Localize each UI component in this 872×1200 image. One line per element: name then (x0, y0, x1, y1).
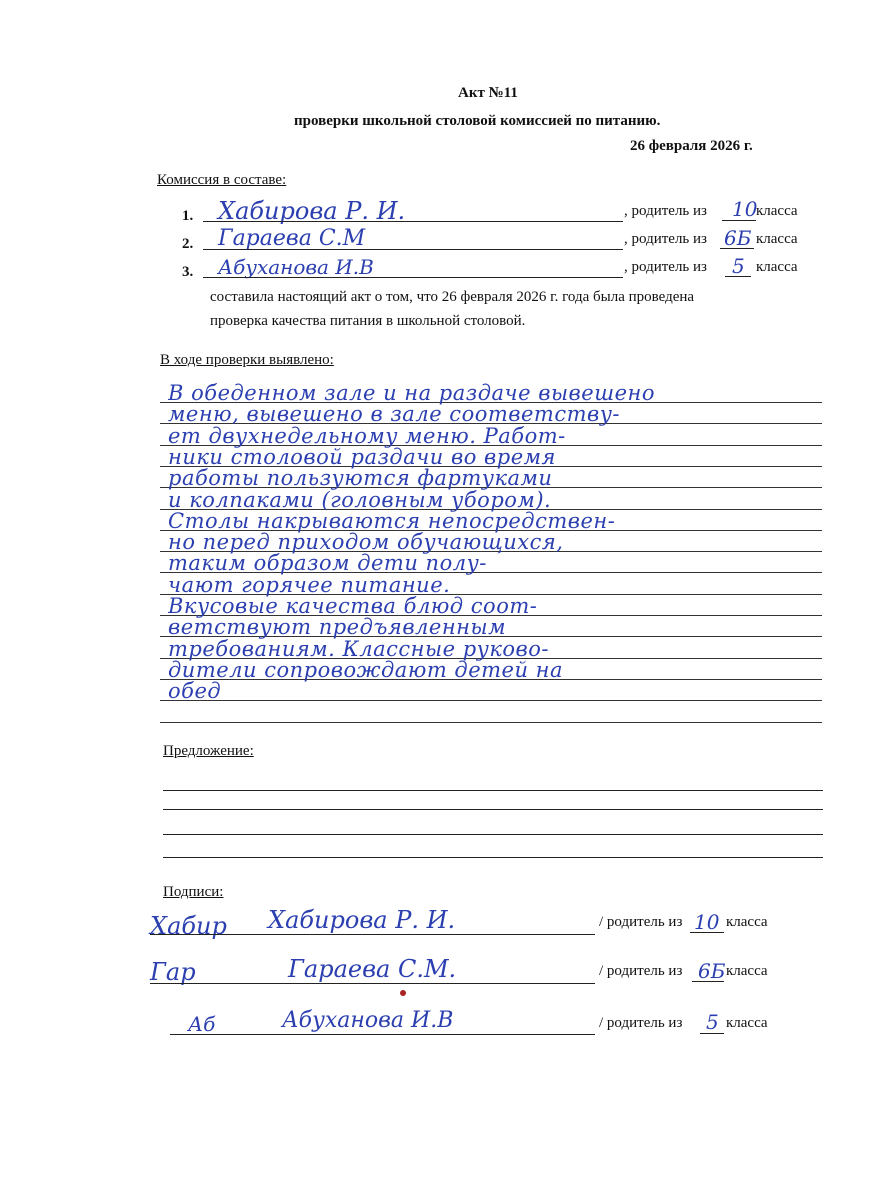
signature-line (150, 934, 595, 935)
signature-line (170, 1034, 595, 1035)
findings-handwritten-line: чают горячее питание. (168, 572, 451, 597)
member-grade: 5 (732, 254, 745, 278)
signature-suffix: / родитель из (599, 914, 683, 930)
document-date: 26 февраля 2026 г. (630, 138, 753, 154)
findings-handwritten-line: работы пользуются фартуками (168, 466, 553, 491)
member-name-line (203, 249, 623, 250)
signatures-heading: Подписи: (163, 884, 224, 900)
signature-grade-line (690, 932, 724, 933)
member-number: 2. (182, 236, 194, 252)
statement-line-2: проверка качества питания в школьной столовой. (210, 313, 526, 329)
signature-line (150, 983, 595, 984)
signature-name: Гараева С.М. (288, 955, 457, 983)
findings-handwritten-line: и колпаками (головным убором). (168, 487, 552, 512)
signature-suffix: / родитель из (599, 1015, 683, 1031)
member-class-word: класса (756, 231, 798, 247)
findings-handwritten-line: меню, вывешено в зале соответству- (168, 402, 621, 427)
signature-mark: Аб (188, 1012, 216, 1036)
member-suffix: , родитель из (624, 259, 707, 275)
member-number: 3. (182, 264, 194, 280)
findings-ruled-line (160, 700, 822, 701)
findings-ruled-line (160, 722, 822, 723)
findings-handwritten-line: В обеденном зале и на раздаче вывешено (168, 381, 655, 405)
member-suffix: , родитель из (624, 203, 707, 219)
member-class-word: класса (756, 259, 798, 275)
member-grade-line (722, 220, 756, 221)
document-subtitle: проверки школьной столовой комиссией по питанию. (294, 113, 661, 129)
findings-handwritten-line: но перед приходом обучающихся, (168, 530, 564, 555)
findings-handwritten-line: ет двухнедельному меню. Работ- (168, 423, 566, 448)
findings-heading: В ходе проверки выявлено: (160, 352, 334, 368)
findings-handwritten-line: обед (168, 679, 222, 704)
member-grade: 6Б (724, 226, 752, 250)
member-grade-line (725, 276, 751, 277)
signature-grade: 6Б (698, 959, 726, 983)
findings-handwritten-line: ветствуют предъявленным (168, 615, 507, 640)
member-grade: 10 (732, 197, 758, 221)
signature-class-word: класса (726, 963, 768, 979)
member-number: 1. (182, 208, 194, 224)
member-name-line (203, 221, 623, 222)
ink-blot (400, 990, 406, 996)
signature-name: Хабирова Р. И. (268, 906, 456, 934)
signature-grade: 10 (694, 910, 720, 934)
proposal-line (163, 790, 823, 791)
findings-handwritten-line: требованиям. Классные руково- (168, 636, 549, 661)
findings-handwritten-line: Столы накрываются непосредствен- (168, 508, 616, 533)
findings-handwritten-line: таким образом дети полу- (168, 551, 487, 576)
proposal-line (163, 834, 823, 835)
findings-handwritten-line: дители сопровождают детей на (168, 657, 564, 682)
member-name: Хабирова Р. И. (218, 197, 406, 225)
statement-line-1: составила настоящий акт о том, что 26 февраля 2026 г. года была проведена (210, 289, 695, 305)
proposal-line (163, 857, 823, 858)
member-name-line (203, 277, 623, 278)
document-title: Акт №11 (458, 85, 518, 101)
findings-handwritten-line: Вкусовые качества блюд соот- (168, 594, 538, 618)
signature-class-word: класса (726, 914, 768, 930)
commission-heading: Комиссия в составе: (157, 172, 287, 188)
member-class-word: класса (756, 203, 798, 219)
member-grade-line (720, 248, 754, 249)
signature-grade-line (700, 1033, 724, 1034)
proposal-heading: Предложение: (163, 743, 254, 759)
member-name: Абуханова И.В (218, 255, 374, 279)
proposal-line (163, 809, 823, 810)
signature-name: Абуханова И.В (282, 1008, 454, 1033)
signature-mark: Хабир (150, 912, 227, 940)
signature-mark: Гар (150, 958, 196, 986)
signature-suffix: / родитель из (599, 963, 683, 979)
signature-grade: 5 (706, 1010, 719, 1034)
member-suffix: , родитель из (624, 231, 707, 247)
signature-class-word: класса (726, 1015, 768, 1031)
member-name: Гараева С.М (218, 226, 366, 251)
findings-handwritten-line: ники столовой раздачи во время (168, 444, 556, 469)
signature-grade-line (692, 981, 724, 982)
